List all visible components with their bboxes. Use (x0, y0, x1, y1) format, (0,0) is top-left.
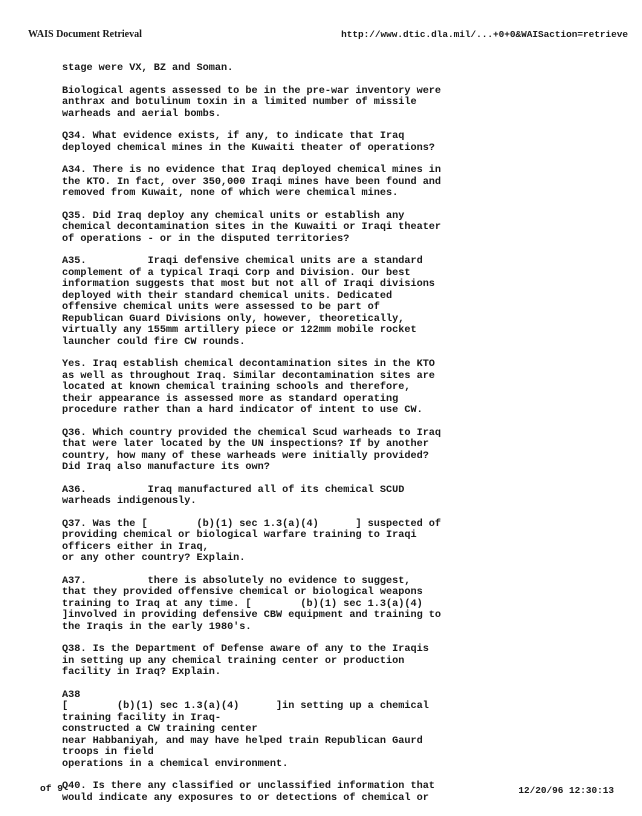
page-footer-datetime: 12/20/96 12:30:13 (518, 785, 614, 796)
question-38: Q38. Is the Department of Defense aware of any to the Iraqis in setting up any chemical training center or production facility in Iraq? Explain. (62, 644, 429, 678)
page-header-title: WAIS Document Retrieval (28, 29, 142, 40)
answer-35: A35. Iraqi defensive chemical units are a standard complement of a typical Iraqi Corp and Division. Our best information suggests that most but not all of Iraqi divisions deployed with their standard chemical units. Dedicated offensive chemical units were assessed to be part of Republican Guard Divisions only, however, theoretically, virtually any 155mm artillery piece or 122mm mobile rocket launcher could fire CW rounds. (62, 256, 435, 348)
answer-38: A38 [ (b)(1) sec 1.3(a)(4) ]in setting up a chemical training facility in Iraq- constructed a CW training center near Habbaniyah, and may have helped train Republican Gaurd troops in field operations in a chemical environment. (62, 689, 429, 770)
question-34: Q34. What evidence exists, if any, to indicate that Iraq deployed chemical mines in the Kuwaiti theater of operations? (62, 131, 435, 154)
answer-34: A34. There is no evidence that Iraq deployed chemical mines in the KTO. In fact, over 350,000 Iraqi mines have been found and removed from Kuwait, none of which were chemical mines. (62, 165, 442, 199)
question-37: Q37. Was the [ (b)(1) sec 1.3(a)(4) ] suspected of providing chemical or biological warfare training to Iraqi officers either in Iraq, or any other country? Explain. (62, 518, 442, 564)
page-footer-page-count: of 9 (40, 783, 64, 794)
question-40: Q40. Is there any classified or unclassified information that would indicate any exposures to or detections of chemical or (62, 781, 435, 804)
paragraph-biological-agents: Biological agents assessed to be in the pre-war inventory were anthrax and botulinum toxin in a limited number of missile warheads and aerial bombs. (62, 85, 442, 120)
question-36: Q36. Which country provided the chemical Scud warheads to Iraq that were later located by the UN inspections? If by another country, how many of these warheads were initially provided? Did Iraq also manufacture its own? (62, 427, 442, 473)
page-header-url: http://www.dtic.dla.mil/...+0+0&WAISaction=retrieve (341, 29, 628, 40)
paragraph-vx-bz-soman: stage were VX, BZ and Soman. (62, 63, 234, 74)
document-body (62, 63, 622, 804)
question-35: Q35. Did Iraq deploy any chemical units or establish any chemical decontamination sites in the Kuwaiti or Iraqi theater of operations - or in the disputed territories? (62, 210, 442, 245)
answer-36: A36. Iraq manufactured all of its chemical SCUD warheads indigenously. (62, 484, 405, 507)
answer-37: A37. there is absolutely no evidence to suggest, that they provided offensive chemical or biological weapons training to Iraq at any time. [ (b)(1) sec 1.3(a)(4) ]involved in providing defensive CBW equipment and training to the Iraqis in the early 1980's. (62, 575, 442, 633)
answer-35-continued: Yes. Iraq establish chemical decontamination sites in the KTO as well as throughout Iraq. Similar decontamination sites are located at known chemical training schools and therefore, their appearance is assessed more as standard operating procedure rather than a hard indicator of intent to use CW. (62, 359, 435, 416)
